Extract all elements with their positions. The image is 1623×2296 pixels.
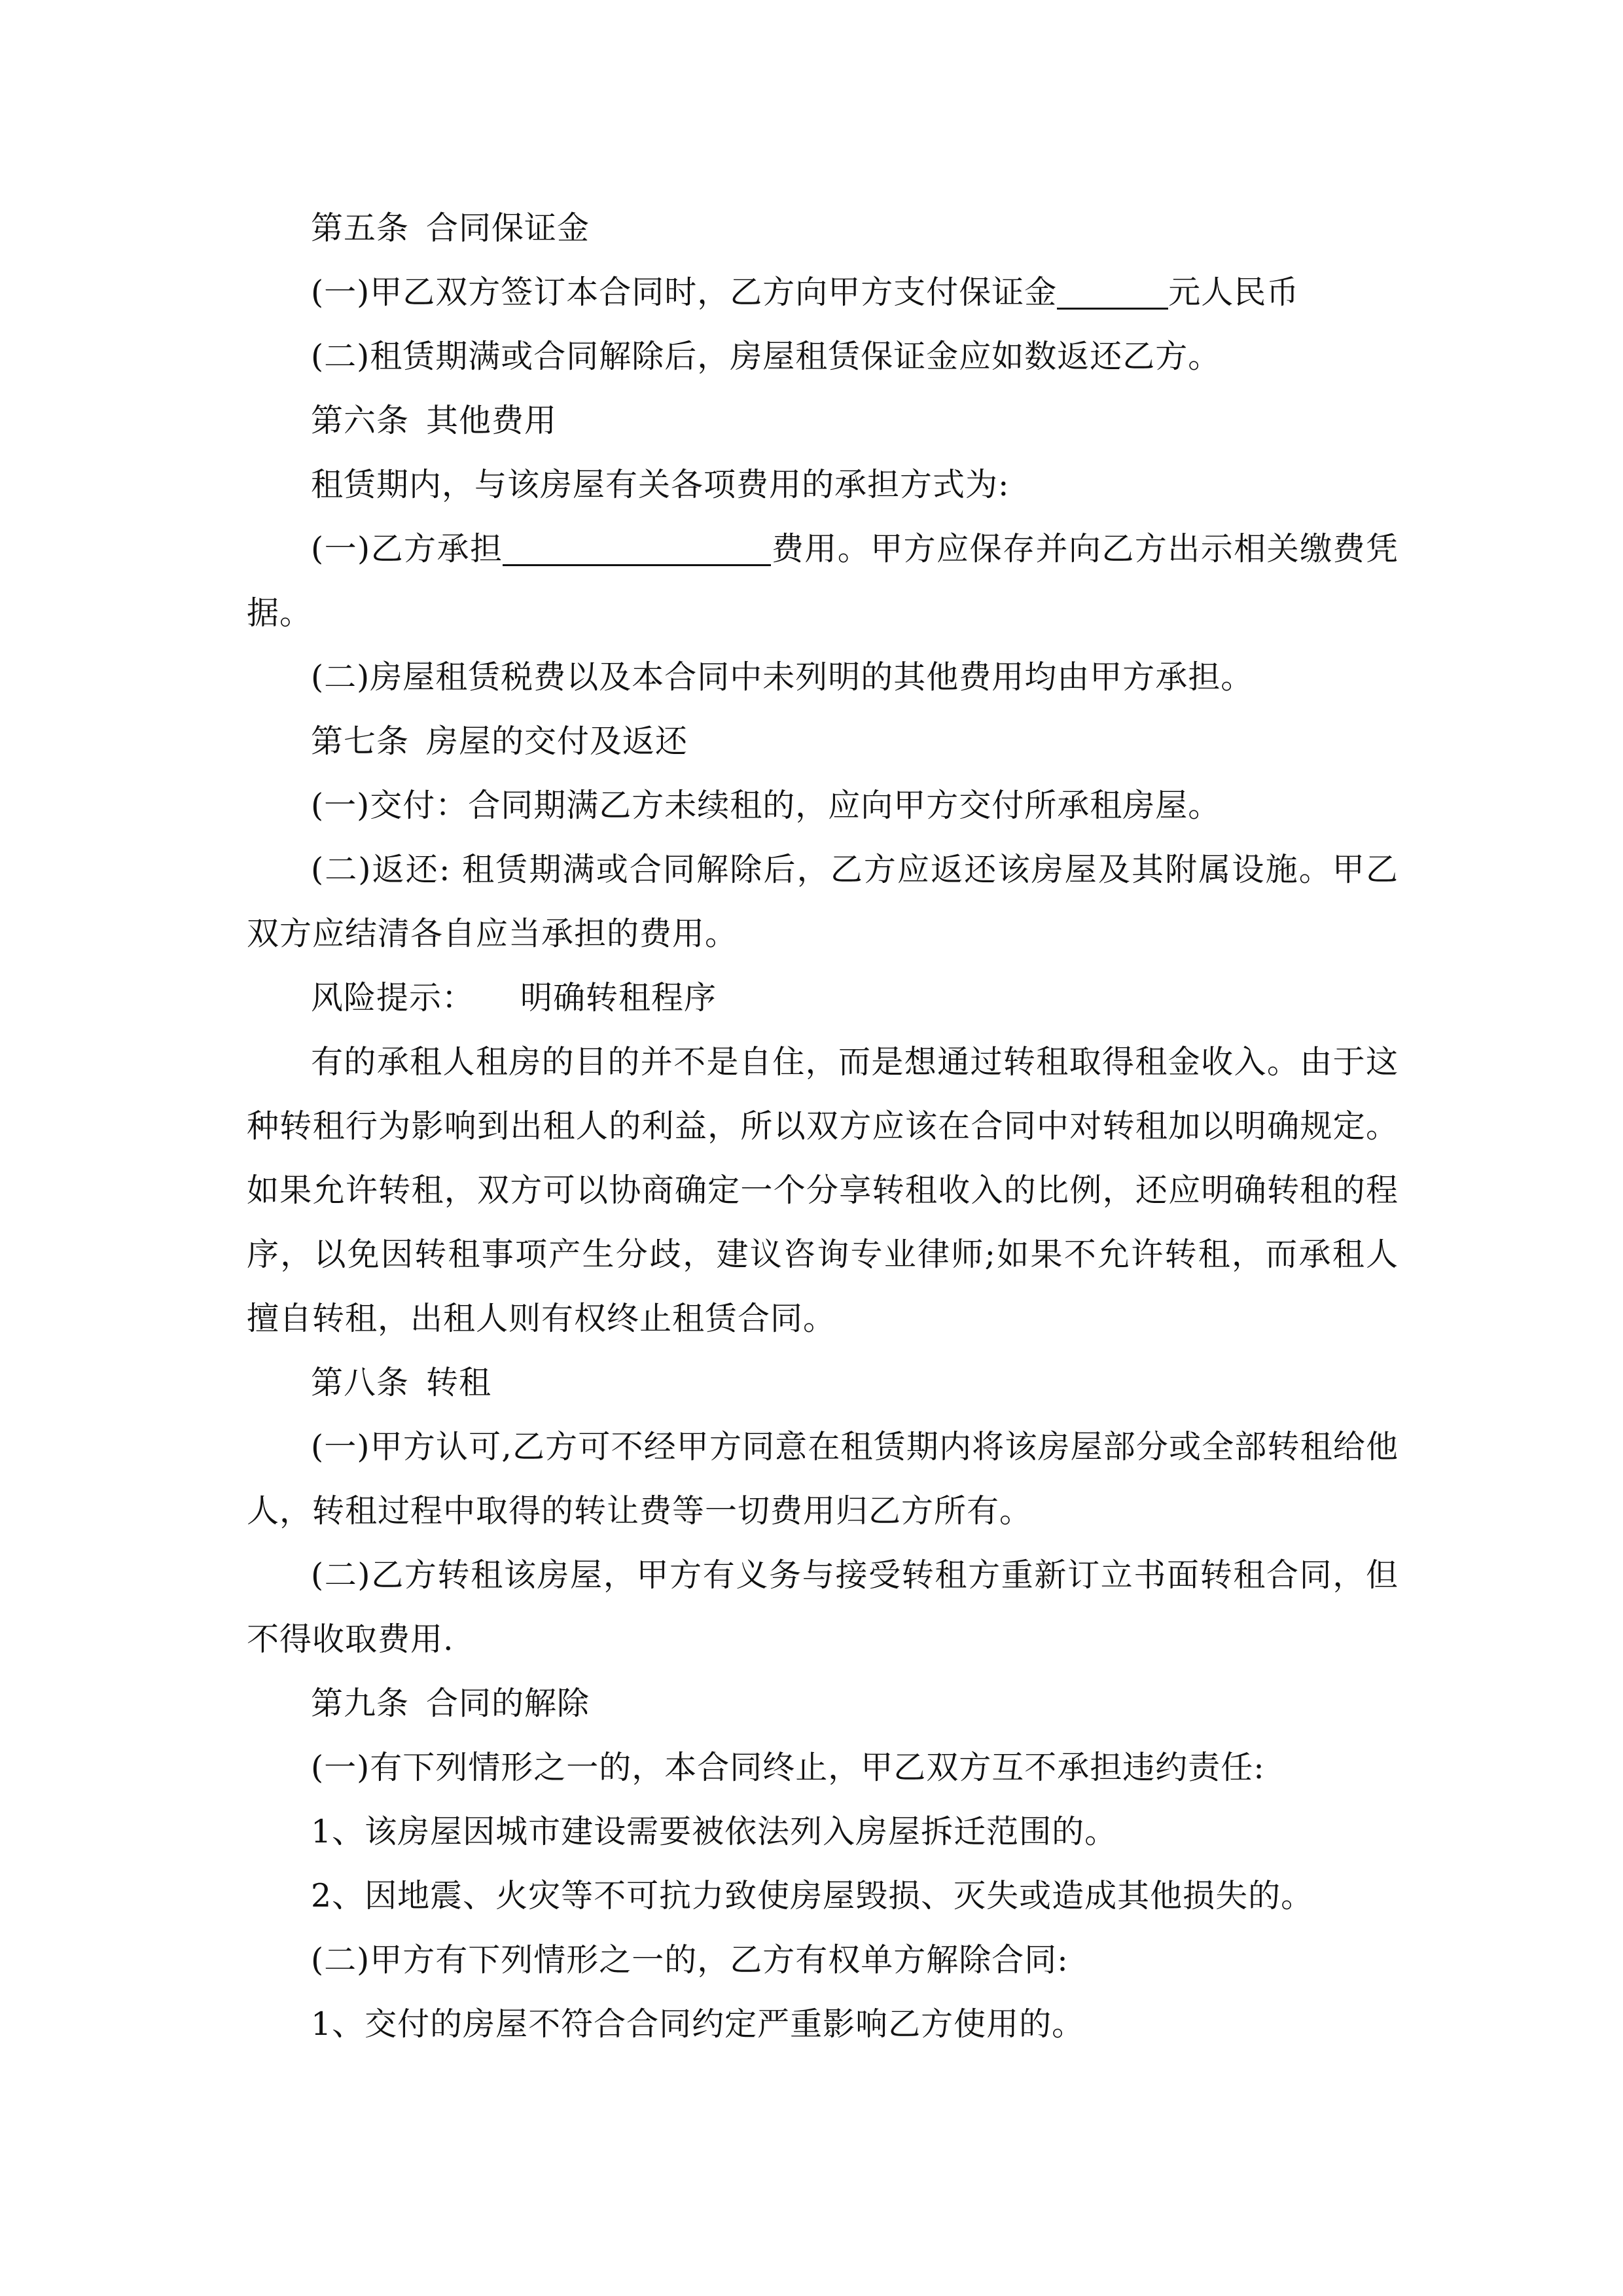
article-8-title: 转租 xyxy=(426,1364,492,1401)
article-9-title: 合同的解除 xyxy=(426,1685,590,1722)
article-9-item-1: (一)有下列情形之一的，本合同终止，甲乙双方互不承担违约责任: xyxy=(311,1749,1265,1786)
article-6-item-2: (二)房屋租赁税费以及本合同中未列明的其他费用均由甲方承担。 xyxy=(311,658,1254,696)
article-5-number: 第五条 xyxy=(311,209,410,247)
article-6-number: 第六条 xyxy=(311,402,410,439)
article-6-heading xyxy=(247,389,1399,453)
article-8-item-1: (一)甲方认可,乙方可不经甲方同意在租赁期内将该房屋部分或全部转租给他人，转租过程中取得的转让费等一切费用归乙方所有。 xyxy=(247,1428,1399,1530)
article-8-heading xyxy=(247,1351,1399,1415)
fee-items-blank xyxy=(503,530,771,566)
deposit-amount-blank xyxy=(1057,274,1168,310)
risk-heading xyxy=(247,966,1399,1030)
article-5-item-1: (一)甲乙双方签订本合同时，乙方向甲方支付保证金 元人民币 xyxy=(311,274,1300,311)
article-9-item-2: (二)甲方有下列情形之一的，乙方有权单方解除合同: xyxy=(311,1941,1069,1979)
article-6-intro: 租赁期内，与该房屋有关各项费用的承担方式为: xyxy=(311,466,1010,503)
article-9-item-2-1: 1、交付的房屋不符合合同约定严重影响乙方使用的。 xyxy=(311,2005,1085,2043)
article-9-heading xyxy=(247,1672,1399,1736)
article-5-title: 合同保证金 xyxy=(426,209,590,247)
article-7-heading xyxy=(247,709,1399,774)
contract-body xyxy=(247,196,1399,2056)
article-5-heading xyxy=(247,196,1399,260)
article-8-item-2: (二)乙方转租该房屋，甲方有义务与接受转租方重新订立书面转租合同，但不得收取费用. xyxy=(247,1556,1399,1658)
risk-title: 明确转租程序 xyxy=(520,979,717,1016)
article-7-title: 房屋的交付及返还 xyxy=(426,723,688,760)
article-9-number: 第九条 xyxy=(311,1685,410,1722)
article-7-number: 第七条 xyxy=(311,723,410,760)
article-8-number: 第八条 xyxy=(311,1364,410,1401)
article-9-item-1-2: 2、因地震、火灾等不可抗力致使房屋毁损、灭失或造成其他损失的。 xyxy=(311,1877,1314,1914)
article-6-item-1: (一)乙方承担 费用。甲方应保存并向乙方出示相关缴费凭据。 xyxy=(247,530,1399,632)
article-5-item-2: (二)租赁期满或合同解除后，房屋租赁保证金应如数返还乙方。 xyxy=(311,338,1221,375)
risk-label: 风险提示： xyxy=(311,979,475,1016)
article-7-item-2: (二)返还: 租赁期满或合同解除后，乙方应返还该房屋及其附属设施。甲乙双方应结清各自应当承担的费用。 xyxy=(247,851,1399,952)
article-6-title: 其他费用 xyxy=(426,402,558,439)
risk-body: 有的承租人租房的目的并不是自住，而是想通过转租取得租金收入。由于这种转租行为影响到出租人的利益，所以双方应该在合同中对转租加以明确规定。如果允许转租，双方可以协商确定一个分享转租收入的比例，还应明确转租的程序，以免因转租事项产生分歧，建议咨询专业律师;如果不允许转租，而承租人擅自转租，出租人则有权终止租赁合同。 xyxy=(247,1043,1399,1337)
article-9-item-1-1: 1、该房屋因城市建设需要被依法列入房屋拆迁范围的。 xyxy=(311,1813,1118,1850)
article-7-item-1: (一)交付：合同期满乙方未续租的，应向甲方交付所承租房屋。 xyxy=(311,787,1221,824)
